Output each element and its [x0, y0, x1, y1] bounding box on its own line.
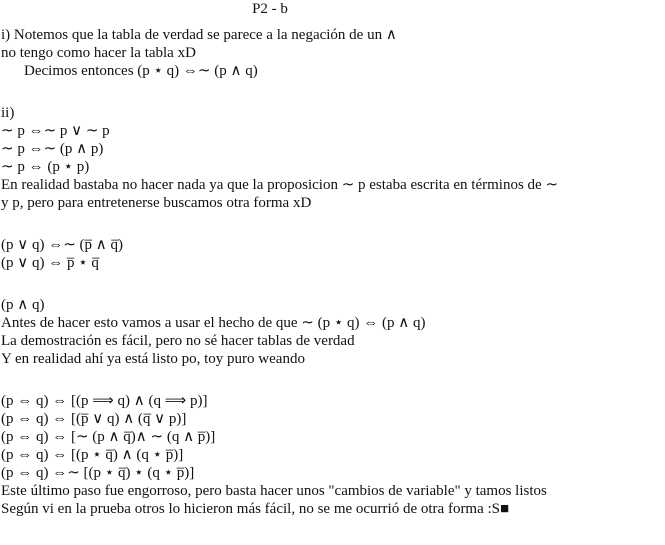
text-line: Este último paso fue engorroso, pero basta hacer unos "cambios de variable" y tamos listos [1, 483, 547, 499]
text-line: Antes de hacer esto vamos a usar el hecho de que ∼ (p ⋆ q) ⇔ (p ∧ q) [1, 315, 426, 331]
text-line: Según vi en la prueba otros lo hicieron más fácil, no se me ocurrió de otra forma :S■ [1, 501, 510, 517]
formula-line: (p ∧ q) [1, 297, 45, 313]
formula-line: ∼ p ⇔∼ p ∨ ∼ p [1, 123, 110, 139]
page-title: P2 - b [252, 1, 288, 17]
text-line: i) Notemos que la tabla de verdad se parece a la negación de un ∧ [1, 27, 397, 43]
text-line: Decimos entonces (p ⋆ q) ⇔∼ (p ∧ q) [24, 63, 258, 79]
text-line: En realidad bastaba no hacer nada ya que la proposicion ∼ p estaba escrita en términos de ∼ [1, 177, 559, 193]
section-heading: ii) [1, 105, 15, 121]
formula-line: ∼ p ⇔∼ (p ∧ p) [1, 141, 104, 157]
formula-line: (p ⇔ q) ⇔ [(p̅ ∨ q) ∧ (q̅ ∨ p)] [1, 411, 187, 427]
text-line: Y en realidad ahí ya está listo po, toy puro weando [1, 351, 305, 367]
formula-line: (p ⇔ q) ⇔∼ [(p ⋆ q̅) ⋆ (q ⋆ p̅)] [1, 465, 195, 481]
formula-line: (p ⇔ q) ⇔ [∼ (p ∧ q̅)∧ ∼ (q ∧ p̅)] [1, 429, 216, 445]
text-line: y p, pero para entretenerse buscamos otra forma xD [1, 195, 312, 211]
formula-line: (p ∨ q) ⇔ p̅ ⋆ q̅ [1, 255, 99, 271]
formula-line: ∼ p ⇔ (p ⋆ p) [1, 159, 90, 175]
text-line: no tengo como hacer la tabla xD [1, 45, 196, 61]
formula-line: (p ⇔ q) ⇔ [(p ⟹ q) ∧ (q ⟹ p)] [1, 393, 208, 409]
formula-line: (p ⇔ q) ⇔ [(p ⋆ q̅) ∧ (q ⋆ p̅)] [1, 447, 184, 463]
formula-line: (p ∨ q) ⇔∼ (p̅ ∧ q̅) [1, 237, 124, 253]
text-line: La demostración es fácil, pero no sé hacer tablas de verdad [1, 333, 355, 349]
